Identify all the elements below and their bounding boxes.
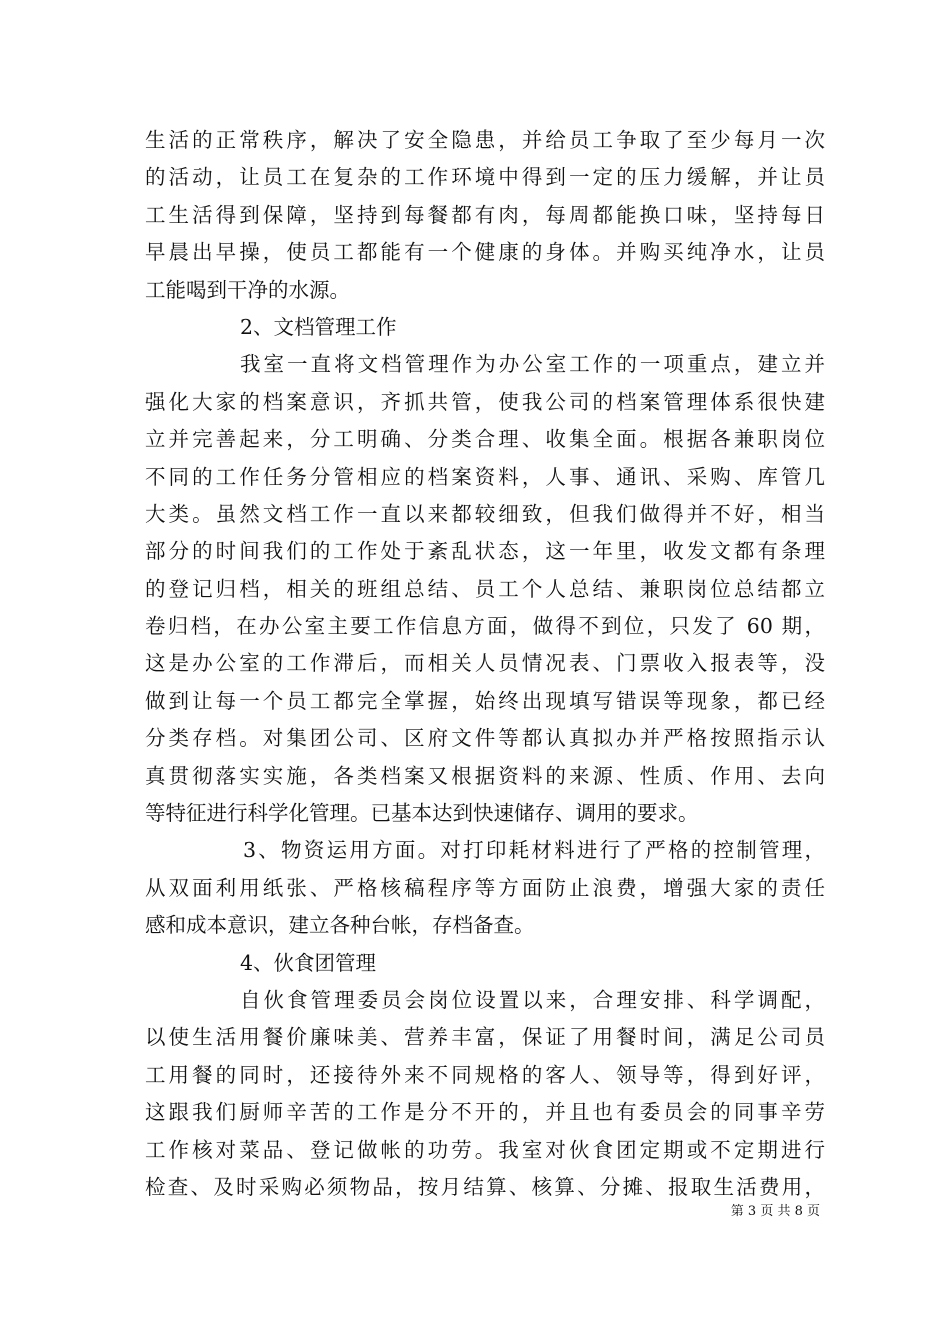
text-line: 感和成本意识，建立各种台帐，存档备查。 xyxy=(145,913,535,938)
text-line: 的活动，让员工在复杂的工作环境中得到一定的压力缓解，并让员 xyxy=(145,165,825,190)
section-heading: 4、伙食团管理 xyxy=(240,950,377,975)
text-line: 工用餐的同时，还接待外来不同规格的客人、领导等，得到好评， xyxy=(145,1062,825,1087)
text-line: 生活的正常秩序，解决了安全隐患，并给员工争取了至少每月一次 xyxy=(145,128,825,152)
text-line: 部分的时间我们的工作处于紊乱状态，这一年里，收发文都有条理 xyxy=(145,539,825,564)
text-line: 做到让每一个员工都完全掌握，始终出现填写错误等现象，都已经 xyxy=(145,688,825,713)
text-line: 大类。虽然文档工作一直以来都较细致，但我们做得并不好，相当 xyxy=(145,501,825,526)
text-line: 检查、及时采购必须物品，按月结算、核算、分摊、报取生活费用， xyxy=(145,1174,825,1199)
text-line: 工生活得到保障，坚持到每餐都有肉，每周都能换口味，坚持每日 xyxy=(145,202,825,227)
page-number: 第 3 页 共 8 页 xyxy=(730,1204,820,1219)
text-line: 这跟我们厨师辛苦的工作是分不开的，并且也有委员会的同事辛劳 xyxy=(145,1100,825,1125)
text-line: 从双面利用纸张、严格核稿程序等方面防止浪费，增强大家的责任 xyxy=(145,875,825,900)
text-line: 工能喝到干净的水源。 xyxy=(145,277,350,302)
text-line: 的登记归档，相关的班组总结、员工个人总结、兼职岗位总结都立 xyxy=(145,576,825,601)
text-line: 真贯彻落实实施，各类档案又根据资料的来源、性质、作用、去向 xyxy=(145,763,825,788)
text-line: 早晨出早操，使员工都能有一个健康的身体。并购买纯净水，让员 xyxy=(145,240,825,265)
text-line: 强化大家的档案意识，齐抓共管，使我公司的档案管理体系很快建 xyxy=(145,389,825,414)
text-line: 不同的工作任务分管相应的档案资料，人事、通讯、采购、库管几 xyxy=(145,464,825,489)
text-line: 等特征进行科学化管理。已基本达到快速储存、调用的要求。 xyxy=(145,801,699,826)
text-line: 我室一直将文档管理作为办公室工作的一项重点，建立并 xyxy=(240,352,825,377)
text-line: 立并完善起来，分工明确、分类合理、收集全面。根据各兼职岗位 xyxy=(145,427,825,452)
text-line: 工作核对菜品、登记做帐的功劳。我室对伙食团定期或不定期进行 xyxy=(145,1137,825,1162)
section-heading: 2、文档管理工作 xyxy=(240,314,397,339)
section-heading: 3、物资运用方面。对打印耗材料进行了严格的控制管理， xyxy=(243,838,825,863)
text-line: 自伙食管理委员会岗位设置以来，合理安排、科学调配， xyxy=(240,987,825,1012)
text-line: 卷归档，在办公室主要工作信息方面，做得不到位，只发了 60 期， xyxy=(145,614,825,639)
text-line: 以使生活用餐价廉味美、营养丰富，保证了用餐时间，满足公司员 xyxy=(145,1025,825,1050)
text-line: 这是办公室的工作滞后，而相关人员情况表、门票收入报表等，没 xyxy=(145,651,825,676)
text-line: 分类存档。对集团公司、区府文件等都认真拟办并严格按照指示认 xyxy=(145,726,825,751)
body-text xyxy=(145,122,825,1206)
